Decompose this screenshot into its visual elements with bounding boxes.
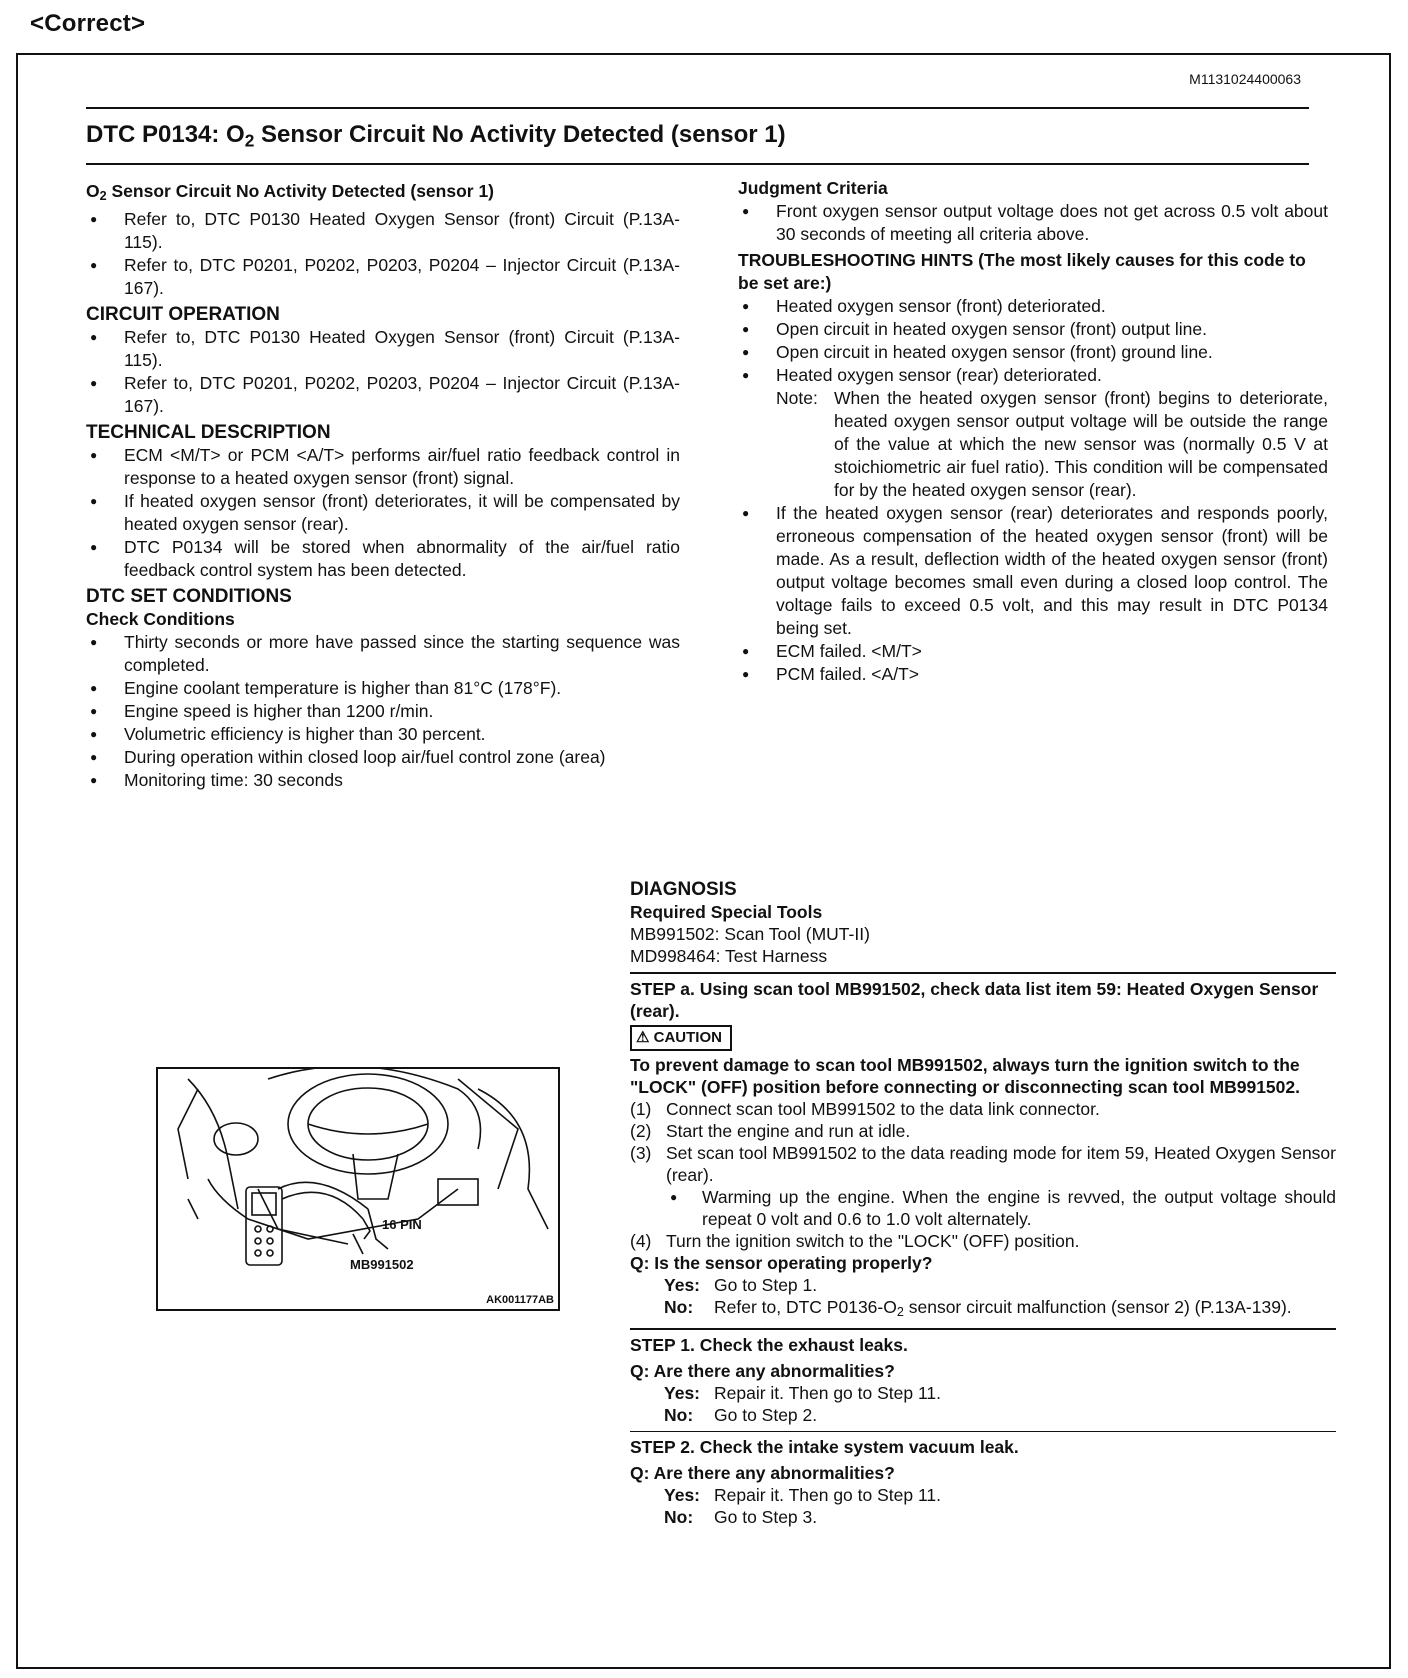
title-rule-top xyxy=(86,107,1309,109)
step-1-heading: STEP 1. Check the exhaust leaks. xyxy=(630,1335,908,1356)
list-item: ● ECM <M/T> or PCM <A/T> performs air/fuel ratio feedback control in response to a heated oxygen sensor (front) signal. xyxy=(86,444,680,490)
list-item: ● ECM failed. <M/T> xyxy=(738,640,1328,663)
scan-tool-connection-figure xyxy=(156,1067,560,1311)
step-2-question: Q: Are there any abnormalities? xyxy=(630,1463,895,1484)
answer-yes: Yes: Repair it. Then go to Step 11. xyxy=(664,1383,941,1404)
left-column xyxy=(86,177,680,792)
label-mb991502: MB991502 xyxy=(350,1257,414,1272)
diagnosis-section xyxy=(630,876,1336,1528)
dashboard-illustration xyxy=(158,1069,558,1309)
list-item: ● Open circuit in heated oxygen sensor (front) output line. xyxy=(738,318,1328,341)
warning-triangle-icon: ⚠ xyxy=(636,1029,650,1046)
list-item: ● DTC P0134 will be stored when abnormality of the air/fuel ratio feedback control system has been detected. xyxy=(86,536,680,582)
section-heading-technical-description: TECHNICAL DESCRIPTION xyxy=(86,422,331,444)
list-item: (1) Connect scan tool MB991502 to the data link connector. xyxy=(630,1099,1100,1119)
subheading-check-conditions: Check Conditions xyxy=(86,609,235,630)
list-item: ● During operation within closed loop air/fuel control zone (area) xyxy=(86,746,680,769)
label-16-pin: 16 PIN xyxy=(382,1217,422,1232)
list-item: ● Refer to, DTC P0201, P0202, P0203, P0204 – Injector Circuit (P.13A-167). xyxy=(86,254,680,300)
tool-mb991502: MB991502: Scan Tool (MUT-II) xyxy=(630,924,870,944)
section-heading-circuit-operation: CIRCUIT OPERATION xyxy=(86,304,280,326)
list-item: ● Refer to, DTC P0130 Heated Oxygen Sensor (front) Circuit (P.13A-115). xyxy=(86,326,680,372)
list-item: ● Monitoring time: 30 seconds xyxy=(86,769,680,792)
note-block xyxy=(738,387,1328,502)
technical-description-list xyxy=(86,444,680,582)
circuit-operation-list xyxy=(86,326,680,418)
divider xyxy=(630,1328,1336,1330)
step-2-heading: STEP 2. Check the intake system vacuum leak. xyxy=(630,1437,1019,1458)
answer-no: No: Go to Step 3. xyxy=(664,1507,818,1528)
correct-label: <Correct> xyxy=(30,10,146,37)
answer-no: No: Go to Step 2. xyxy=(664,1405,818,1426)
list-item: ● PCM failed. <A/T> xyxy=(738,663,1328,686)
troubleshooting-list-b xyxy=(738,502,1328,686)
check-conditions-list xyxy=(86,631,680,792)
step-a-procedure xyxy=(630,1098,1336,1252)
section-heading-judgment-criteria: Judgment Criteria xyxy=(738,178,888,198)
list-item: (3) Set scan tool MB991502 to the data reading mode for item 59, Heated Oxygen Sensor (rear). ● Warming up the engine. When the engine is revved, the output voltage should repeat 0 volt and 0.6 to 1.0 volt alternately. xyxy=(630,1142,1336,1230)
troubleshooting-list-a xyxy=(738,295,1328,387)
answer-no: No: Refer to, DTC $P0136-O_2$ sensor circuit malfunction (sensor 2) (P.13A-139). xyxy=(664,1297,1292,1320)
section-heading-troubleshooting-hints: TROUBLESHOOTING HINTS (The most likely causes for this code to be set are:) xyxy=(738,250,1306,293)
note-label: Note: xyxy=(776,388,818,408)
judgment-criteria-list xyxy=(738,200,1328,246)
list-item: ● If the heated oxygen sensor (rear) deteriorates and responds poorly, erroneous compensation of the heated oxygen sensor (front) will be made. As a result, deflection width of the heated oxygen sensor (front) output voltage becomes small even during a closed loop control. The voltage fails to exceed 0.5 volt, and this may result in DTC P0134 being set. xyxy=(738,502,1328,640)
o2-sensor-list xyxy=(86,208,680,300)
section-heading-dtc-set-conditions: DTC SET CONDITIONS xyxy=(86,586,292,608)
divider xyxy=(630,972,1336,974)
right-column xyxy=(738,177,1328,686)
divider xyxy=(630,1431,1336,1432)
subheading-required-tools: Required Special Tools xyxy=(630,902,823,922)
list-item: ● If heated oxygen sensor (front) deteriorates, it will be compensated by heated oxygen sensor (rear). xyxy=(86,490,680,536)
list-item: ● Engine coolant temperature is higher than 81°C (178°F). xyxy=(86,677,680,700)
list-item: ● Thirty seconds or more have passed since the starting sequence was completed. xyxy=(86,631,680,677)
page-title: DTC P0134: $O_2$ Sensor Circuit No Activity Detected (sensor 1) xyxy=(86,121,786,151)
answer-yes: Yes: Repair it. Then go to Step 11. xyxy=(664,1485,941,1506)
answer-yes: Yes: Go to Step 1. xyxy=(664,1275,818,1295)
caution-badge: ⚠ CAUTION xyxy=(630,1025,732,1051)
list-item: ● Refer to, DTC P0130 Heated Oxygen Sensor (front) Circuit (P.13A-115). xyxy=(86,208,680,254)
list-item: ● Volumetric efficiency is higher than 30 percent. xyxy=(86,723,680,746)
figure-code: AK001177AB xyxy=(486,1294,554,1306)
list-item: ● Heated oxygen sensor (front) deteriorated. xyxy=(738,295,1328,318)
list-item: ● Heated oxygen sensor (rear) deteriorated. xyxy=(738,364,1328,387)
list-item: ● Engine speed is higher than 1200 r/min. xyxy=(86,700,680,723)
caution-text: To prevent damage to scan tool MB991502, always turn the ignition switch to the "LOCK" (OFF) position before connecting or disconnecting scan tool MB991502. xyxy=(630,1055,1300,1097)
list-item: ● Open circuit in heated oxygen sensor (front) ground line. xyxy=(738,341,1328,364)
step-a-question: Q: Is the sensor operating properly? xyxy=(630,1253,933,1273)
list-item: ● Warming up the engine. When the engine is revved, the output voltage should repeat 0 volt and 0.6 to 1.0 volt alternately. xyxy=(666,1186,1336,1230)
step-a-heading: STEP a. Using scan tool MB991502, check data list item 59: Heated Oxygen Sensor (rear). xyxy=(630,979,1319,1021)
list-item: (4) Turn the ignition switch to the "LOCK" (OFF) position. xyxy=(630,1231,1080,1251)
step-1-question: Q: Are there any abnormalities? xyxy=(630,1361,895,1382)
note-text: When the heated oxygen sensor (front) begins to deteriorate, heated oxygen sensor output voltage will be outside the range of the value at which the new sensor was (normally 0.5 V at stoichiometric air fuel ratio). This condition will be compensated for by the heated oxygen sensor (rear). xyxy=(834,388,1328,500)
list-item: ● Front oxygen sensor output voltage does not get across 0.5 volt about 30 seconds of meeting all criteria above. xyxy=(738,200,1328,246)
section-heading-diagnosis: DIAGNOSIS xyxy=(630,879,737,900)
tool-md998464: MD998464: Test Harness xyxy=(630,946,828,966)
list-item: (2) Start the engine and run at idle. xyxy=(630,1121,911,1141)
document-code: M1131024400063 xyxy=(1189,71,1301,87)
section-heading-o2-sensor: $O_2$ Sensor Circuit No Activity Detected (sensor 1) xyxy=(86,181,495,204)
title-rule-bottom xyxy=(86,163,1309,165)
list-item: ● Refer to, DTC P0201, P0202, P0203, P0204 – Injector Circuit (P.13A-167). xyxy=(86,372,680,418)
